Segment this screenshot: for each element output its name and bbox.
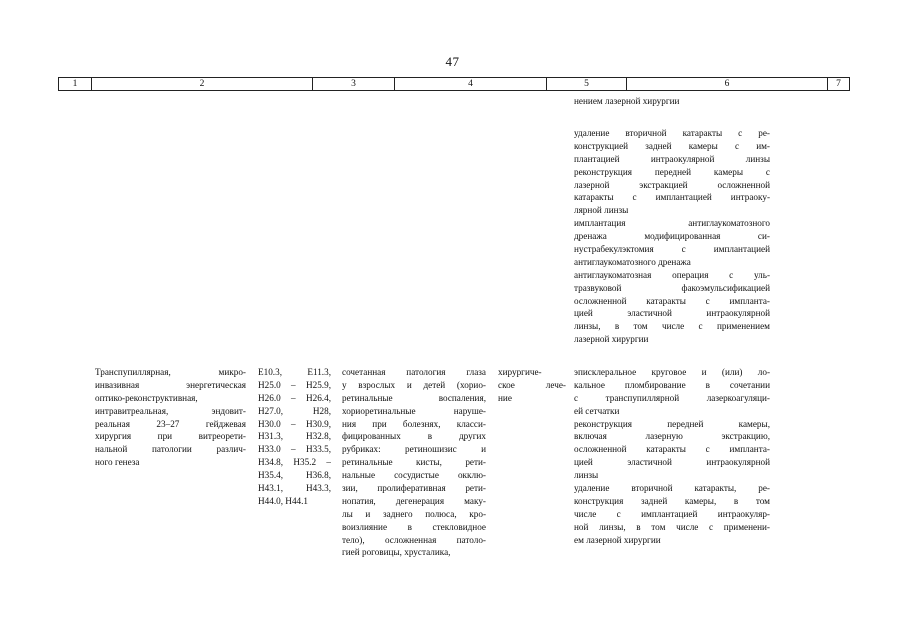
col6-continuation [574, 95, 770, 108]
text-line: H25.0 – H25.9, [258, 379, 331, 390]
text-line: ного генеза [95, 457, 140, 468]
text-line: E10.3, E11.3, [258, 367, 331, 377]
text-line: хориоретинальные наруше- [342, 405, 486, 416]
text-line: гией роговицы, хрусталика, [342, 547, 451, 558]
text-line: катаракты с имплантацией интраоку- [574, 192, 770, 203]
text-line: тело), осложненная патоло- [342, 534, 486, 545]
text-line: нустрабекулэктомия с имплантацией [574, 244, 770, 255]
text-line: у взрослых и детей (хорио- [342, 379, 486, 390]
text-line: H43.1, H43.3, [258, 483, 331, 494]
text-line: интравитреальная, эндовит- [95, 405, 246, 416]
header-col-3: 3 [312, 78, 394, 90]
text-line: зии, пролиферативная рети- [342, 483, 486, 494]
text-line: антиглаукоматозного дренажа [574, 256, 691, 267]
text-line: лярной линзы [574, 205, 629, 216]
text-line: ское лече- [498, 379, 566, 390]
text-line: удаление вторичной катаракты, ре- [574, 483, 770, 494]
text-line: дренажа модифицированная си- [574, 231, 770, 242]
text-line: удаление вторичной катаракты с ре- [574, 128, 770, 138]
text-line: реконструкция передней камеры, [574, 418, 770, 429]
table-header-row [58, 77, 850, 91]
text-line: лы и заднего полюса, кро- [342, 508, 486, 519]
text-line: сочетанная патология глаза [342, 367, 486, 377]
text-line: реконструкция передней камеры с [574, 166, 770, 177]
text-line: с транспупиллярной лазеркоагуляци- [574, 392, 770, 403]
header-col-5: 5 [546, 78, 626, 90]
text-line: ем лазерной хирургии [574, 534, 661, 545]
row2-col5-treatment [498, 366, 566, 405]
text-line: конструкцией задней камеры с им- [574, 140, 770, 151]
text-line: ретинальные кисты, рети- [342, 457, 486, 468]
text-line: H33.0 – H33.5, [258, 444, 331, 455]
text-line: имплантация антиглаукоматозного [574, 218, 770, 229]
text-line: фицированных в других [342, 431, 486, 442]
text-line: цией эластичной интраокулярной [574, 457, 770, 468]
text-line: эписклеральное круговое и (или) ло- [574, 367, 770, 377]
text-line: ния при болезнях, класси- [342, 418, 486, 429]
text-line: воизлияние в стекловидное [342, 521, 486, 532]
row2-col3-codes [258, 366, 331, 508]
text-line: нением лазерной хирургии [574, 96, 680, 106]
header-col-4: 4 [394, 78, 546, 90]
text-line: числе с имплантацией интраокуляр- [574, 508, 770, 519]
text-line: ей сетчатки [574, 405, 620, 416]
text-line: лазерной экстракцией осложненной [574, 179, 770, 190]
text-line: нальные сосудистые окклю- [342, 470, 486, 481]
text-line: H44.0, H44.1 [258, 495, 309, 506]
text-line: инвазивная энергетическая [95, 379, 246, 390]
text-line: H27.0, H28, [258, 405, 331, 416]
text-line: ной линзы, в том числе с применени- [574, 521, 770, 532]
text-line: оптико-реконструктивная, [95, 392, 198, 403]
text-line: нопатия, дегенерация маку- [342, 495, 486, 506]
text-line: H31.3, H32.8, [258, 431, 331, 442]
text-line: ние [498, 392, 512, 403]
text-line: осложненной катаракты с импланта- [574, 444, 770, 455]
text-line: осложненной катаракты с импланта- [574, 295, 770, 306]
text-line: Транспупиллярная, микро- [95, 367, 246, 377]
text-line: тразвуковой факоэмульсификацией [574, 282, 770, 293]
text-line: линзы, в том числе с применением [574, 321, 770, 332]
row2-col2-method [95, 366, 246, 469]
text-line: конструкция задней камеры, в том [574, 495, 770, 506]
text-line: включая лазерную экстракцию, [574, 431, 770, 442]
header-col-1: 1 [58, 78, 91, 90]
text-line: рубриках: ретиношизис и [342, 444, 486, 455]
header-col-7: 7 [827, 78, 850, 90]
text-line: H30.0 – H30.9, [258, 418, 331, 429]
text-line: плантацией интраокулярной линзы [574, 153, 770, 164]
text-line: хирургиче- [498, 367, 542, 377]
header-col-2: 2 [91, 78, 312, 90]
text-line: H35.4, H36.8, [258, 470, 331, 481]
text-line: антиглаукоматозная операция с уль- [574, 269, 770, 280]
text-line: ретинальные воспаления, [342, 392, 486, 403]
text-line: линзы [574, 470, 599, 481]
row2-col6-methods [574, 366, 770, 546]
text-line: H34.8, H35.2 – [258, 457, 331, 468]
header-col-6: 6 [626, 78, 827, 90]
text-line: хирургия при витреорети- [95, 431, 246, 442]
col6-treatment-methods [574, 127, 770, 346]
text-line: H26.0 – H26.4, [258, 392, 331, 403]
text-line: лазерной хирургии [574, 334, 649, 345]
text-line: кальное пломбирование в сочетании [574, 379, 770, 390]
page-number: 47 [445, 54, 460, 69]
text-line: цией эластичной интраокулярной [574, 308, 770, 319]
text-line: реальная 23–27 гейджевая [95, 418, 246, 429]
row2-col4-model [342, 366, 486, 559]
text-line: нальной патологии различ- [95, 444, 246, 455]
